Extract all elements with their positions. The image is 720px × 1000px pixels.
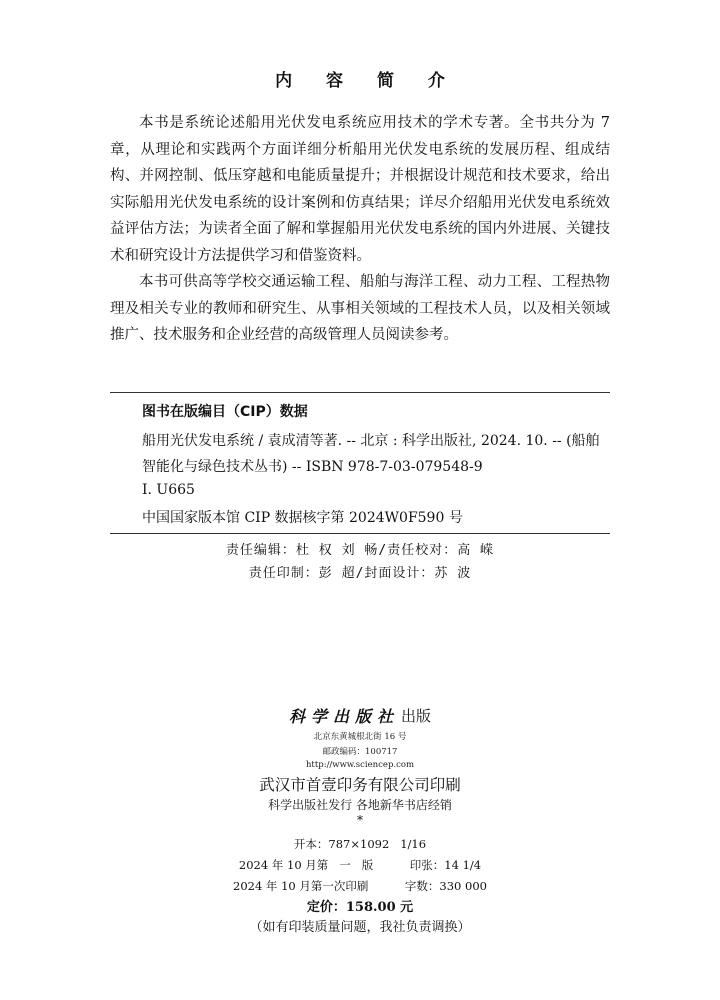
format-spec: 开本：787×1092 1/16 [293, 837, 427, 851]
edition-spec: 2024 年 10 月第 一 版 印张：14 1/4 [238, 858, 482, 872]
publisher-url: http://www.sciencep.com [305, 760, 415, 770]
separator-asterisk: * [357, 813, 363, 827]
cip-heading: 图书在版编目（CIP）数据 [142, 404, 308, 420]
publisher-line [0, 704, 720, 727]
cip-record: 船用光伏发电系统 / 袁成清等著. -- 北京 : 科学出版社, 2024. 10. -- (船舶智能化与绿色技术丛书) -- ISBN 978-7-03-079548-9 [142, 433, 600, 475]
cip-national-library-number: 中国国家版本馆 CIP 数据核字第 2024W0F590 号 [142, 510, 463, 526]
responsibility-production: 责任印制：彭 超/封面设计：苏 波 [248, 566, 472, 581]
cip-classification: I. U665 [142, 482, 195, 498]
impression-spec: 2024 年 10 月第一次印刷 字数：330 000 [233, 879, 487, 893]
intro-paragraph: 本书可供高等学校交通运输工程、船舶与海洋工程、动力工程、工程热物理及相关专业的教师和研究生、从事相关领域的工程技术人员，以及相关领域推广、技术服务和企业经营的高级管理人员阅读参考。 [110, 274, 610, 343]
price: 定价：158.00 元 [306, 900, 414, 915]
book-introduction [110, 110, 610, 349]
cip-data-block [110, 392, 610, 534]
printer-name: 武汉市首壹印务有限公司印刷 [259, 776, 461, 794]
quality-note: （如有印装质量问题，我社负责调换） [249, 920, 471, 935]
distribution-info: 科学出版社发行 各地新华书店经销 [268, 798, 452, 812]
publisher-suffix: 出版 [401, 707, 432, 725]
intro-paragraph: 本书是系统论述船用光伏发电系统应用技术的学术专著。全书共分为 7 章，从理论和实践两个方面详细分析船用光伏发电系统的发展历程、组成结构、并网控制、低压穿越和电能质量提升；并根据设计规范和技术要求，给出实际船用光伏发电系统的设计案例和仿真结果；详尽介绍船用光伏发电系统效益评估方法；为读者全面了解和掌握船用光伏发电系统的国内外进展、关键技术和研究设计方法提供学习和借鉴资料。 [110, 115, 610, 264]
publisher-address: 北京东黄城根北街 16 号 [313, 732, 407, 742]
page-title: 内 容 简 介 [275, 71, 459, 91]
publisher-postcode: 邮政编码：100717 [322, 747, 398, 757]
publisher-logo: 科学出版社 [288, 707, 399, 726]
responsibility-editors: 责任编辑：杜 权 刘 畅/责任校对：高 嵘 [225, 543, 495, 558]
